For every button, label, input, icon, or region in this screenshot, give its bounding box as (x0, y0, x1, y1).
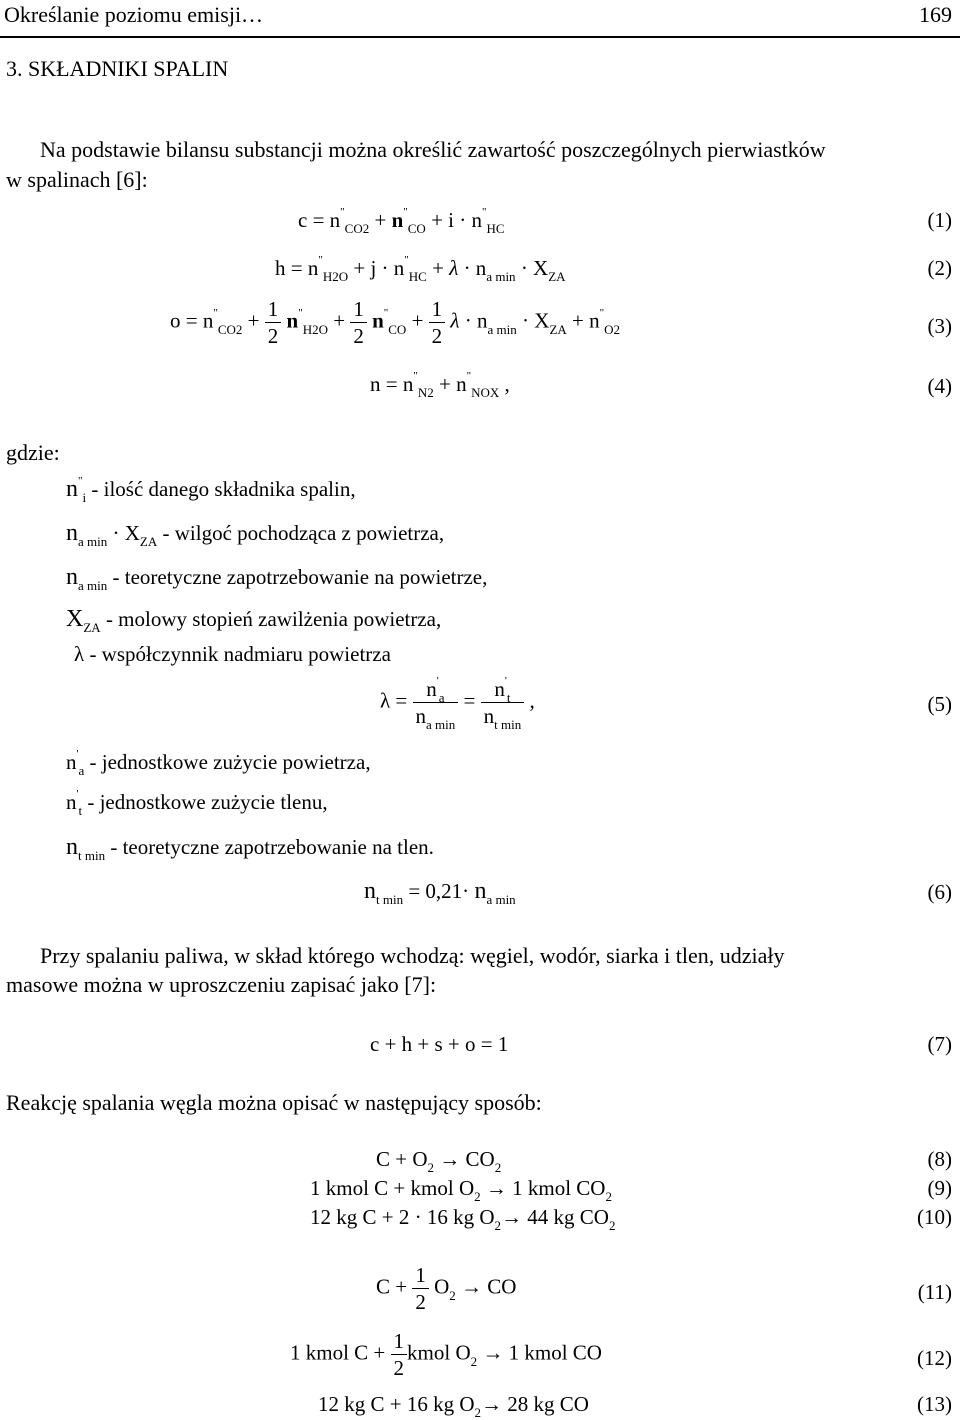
equation-1: $c = n^"_{CO2} + n^"_{CO} + i \cdot n^"_{HC}$ (298, 206, 505, 236)
definition-lambda-text: - współczynnik nadmiaru powietrza (89, 642, 391, 666)
definition-ntmin: $n_{t min}$ - teoretyczne zapotrzebowanie na tlen. (66, 834, 434, 863)
equation-number-12: (12) (917, 1346, 952, 1370)
reaction-11: C + $\frac{1}{2}$ $O_2$ → CO (376, 1263, 517, 1315)
equation-number-10: (10) (917, 1205, 952, 1229)
definition-na: $n'_a$ - jednostkowe zużycie powietrza, (66, 748, 371, 778)
definition-namin-xza-text: - wilgoć pochodząca z powietrza, (162, 521, 445, 545)
paragraph-2-line-2: masowe można w uproszczeniu zapisać jako [7]: (6, 972, 437, 997)
intro-line-2: w spalinach [6]: (6, 167, 148, 192)
reaction-13: 12 kg C + 16 kg $O_2\to 28$ kg CO (318, 1392, 589, 1420)
equation-4: $n = n^"_{N2} + n^"_{NOX}$ , (370, 370, 510, 400)
definition-ni-text: - ilość danego składnika spalin, (91, 477, 356, 501)
equation-number-2: (2) (927, 256, 952, 280)
equation-3: $o = n^"_{CO2}$ + $\frac{1}{2}$ $n^"_{H2O}$ + $\frac{1}{2}$ $n^"_{CO}$ + $\frac{1}{2}$ $\lambda \cdot n_{a min} \cdot X_{ZA} + n^"_{O2}$ (170, 297, 621, 349)
definition-lambda: λ - współczynnik nadmiaru powietrza (74, 642, 391, 666)
equation-number-11: (11) (917, 1280, 952, 1304)
equation-number-6: (6) (927, 880, 952, 904)
definition-na-text: - jednostkowe zużycie powietrza, (89, 750, 371, 774)
definition-namin-xza: $n_{a min} \cdot X_{ZA}$ - wilgoć pochodząca z powietrza, (66, 520, 445, 549)
intro-line-1: Na podstawie bilansu substancji można określić zawartość poszczególnych pierwiastków (40, 137, 826, 162)
equation-7: c + h + s + o = 1 (370, 1032, 509, 1056)
equation-number-13: (13) (917, 1392, 952, 1416)
equation-number-8: (8) (927, 1147, 952, 1171)
equation-number-1: (1) (927, 208, 952, 232)
definition-ntmin-text: - teoretyczne zapotrzebowanie na tlen. (110, 835, 434, 859)
definition-nt-text: - jednostkowe zużycie tlenu, (87, 790, 328, 814)
equation-number-9: (9) (927, 1176, 952, 1200)
reaction-12: 1 kmol C + $\frac{1}{2}$ kmol $O_2 \to 1$ kmol CO (290, 1329, 602, 1381)
equation-2: $h = n^"_{H2O} + j \cdot n^"_{HC} + \lambda \cdot n_{a min} \cdot X_{ZA}$ (275, 254, 566, 284)
equation-number-4: (4) (927, 374, 952, 398)
equation-5: λ = $\frac{n'_a}{n_{a min}}$ = $\frac{n'_t}{n_{t min}}$ , (380, 675, 535, 733)
reaction-10: 12 kg C + 2 · 16 kg $O_2\to 44$ kg $CO_2$ (310, 1205, 616, 1233)
running-header-title: Określanie poziomu emisji… (4, 2, 264, 27)
definition-namin-text: - teoretyczne zapotrzebowanie na powietrze, (112, 565, 488, 589)
equation-number-5: (5) (927, 692, 952, 716)
definition-ni: $n^"_i$ - ilość danego składnika spalin, (66, 475, 356, 505)
equation-number-3: (3) (927, 314, 952, 338)
reaction-8: $C + O_2 \to CO_2$ (376, 1147, 502, 1175)
header-rule (0, 36, 960, 38)
reaction-9: 1 kmol C + kmol $O_2 \to 1$ kmol $CO_2$ (310, 1176, 612, 1204)
definition-xza-text: - molowy stopień zawilżenia powietrza, (105, 607, 442, 631)
definition-namin: $n_{a min}$ - teoretyczne zapotrzebowanie na powietrze, (66, 564, 488, 593)
section-title: 3. SKŁADNIKI SPALIN (6, 56, 229, 81)
paragraph-2-line-1: Przy spalaniu paliwa, w skład którego wchodzą: węgiel, wodór, siarka i tlen, udziały (40, 943, 785, 968)
equation-6: $n_{t min} = 0,21\cdot n_{a min}$ (364, 878, 516, 907)
page-number: 169 (919, 2, 952, 27)
paragraph-3: Reakcję spalania węgla można opisać w następujący sposób: (6, 1090, 542, 1115)
definition-xza: $X_{ZA}$ - molowy stopień zawilżenia powietrza, (66, 606, 442, 635)
equation-number-7: (7) (927, 1032, 952, 1056)
definition-nt: $n'_t$ - jednostkowe zużycie tlenu, (66, 788, 328, 818)
where-label: gdzie: (6, 440, 60, 465)
